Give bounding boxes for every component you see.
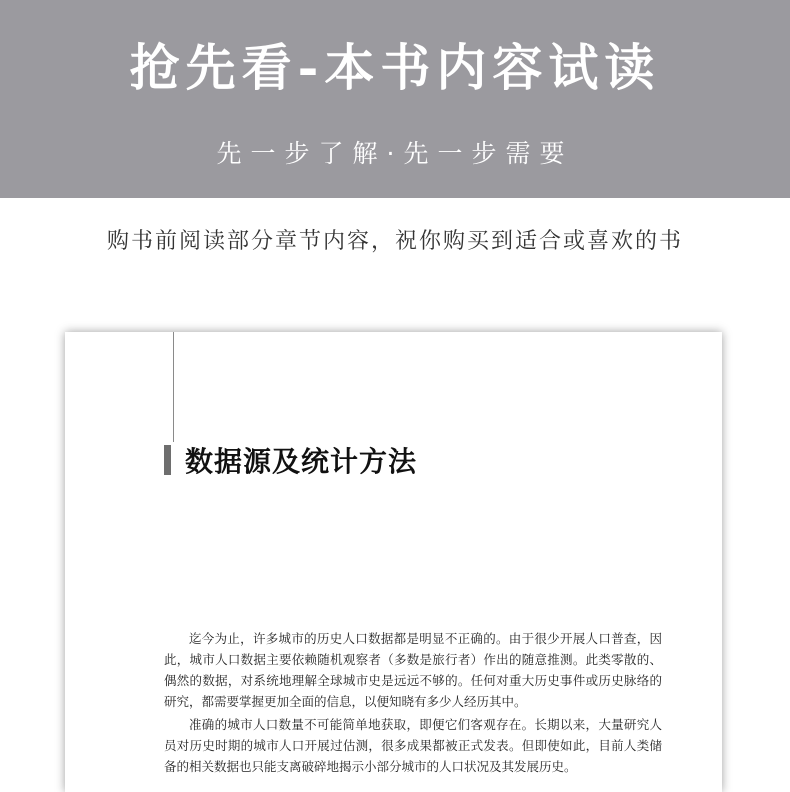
body-text xyxy=(164,628,662,779)
banner-subtitle: 先一步了解·先一步需要 xyxy=(216,139,574,168)
paragraph: 准确的城市人口数量不可能简单地获取，即便它们客观存在。长期以来，大量研究人员对历史时期的城市人口开展过估测，很多成果都被正式发表。但即使如此，目前人类储备的相关数据也只能支离破碎地揭示小部分城市的人口状况及其发展历史。 xyxy=(164,717,662,774)
chapter-heading-text: 数据源及统计方法 xyxy=(185,445,418,478)
heading-marker xyxy=(164,445,171,475)
book-page-preview xyxy=(65,332,722,792)
page-divider-line xyxy=(173,332,174,442)
banner-title: 抢先看-本书内容试读 xyxy=(129,38,661,97)
header-banner xyxy=(0,0,790,198)
tagline: 购书前阅读部分章节内容，祝你购买到适合或喜欢的书 xyxy=(106,229,683,254)
paragraph: 迄今为止，许多城市的历史人口数据都是明显不正确的。由于很少开展人口普查，因此，城市人口数据主要依赖随机观察者（多数是旅行者）作出的随意推测。此类零散的、偶然的数据，对系统地理解全球城市史是远远不够的。任何对重大历史事件或历史脉络的研究，都需要掌握更加全面的信息，以便知晓有多少人经历其中。 xyxy=(164,631,662,709)
chapter-heading xyxy=(164,440,417,480)
